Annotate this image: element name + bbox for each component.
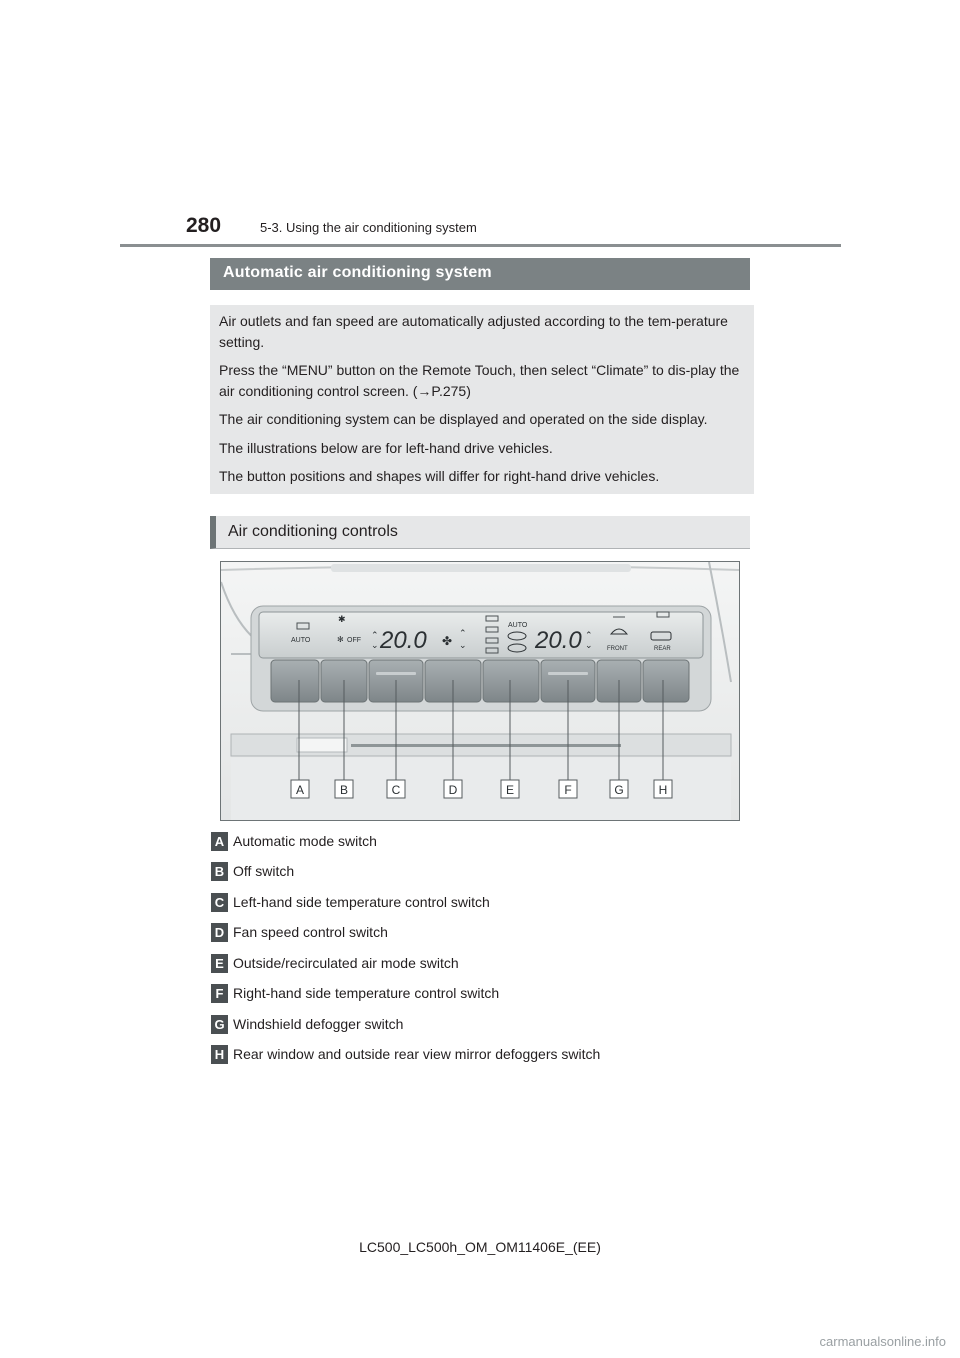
callout-a: A [295, 783, 305, 797]
legend-letter: F [211, 984, 228, 1003]
legend-letter: G [211, 1015, 228, 1034]
watermark: carmanualsonline.info [819, 1334, 946, 1349]
svg-text:⌃: ⌃ [585, 631, 593, 641]
front-defog-label: FRONT [607, 646, 628, 652]
right-temp-readout: 20.0 [535, 627, 582, 654]
callout-f: F [564, 783, 572, 797]
svg-text:⌃: ⌃ [459, 629, 467, 639]
legend-letter: A [211, 832, 228, 851]
legend-text: Outside/recirculated air mode switch [233, 955, 459, 971]
legend-text: Right-hand side temperature control switch [233, 985, 500, 1001]
svg-text:✱: ✱ [338, 615, 346, 625]
legend-text: Fan speed control switch [233, 924, 388, 940]
svg-text:✻: ✻ [337, 635, 344, 644]
sub-heading: Air conditioning controls [228, 523, 398, 540]
legend-letter: C [211, 893, 228, 912]
air-mode-auto-label: AUTO [508, 622, 528, 629]
callout-c: C [391, 783, 401, 797]
legend-letter: B [211, 862, 228, 881]
header-divider [120, 244, 841, 247]
intro-box [210, 305, 754, 494]
callout-e: E [505, 783, 515, 797]
ac-panel-illustration [220, 561, 740, 821]
callout-b: B [339, 783, 349, 797]
legend-letter: H [211, 1045, 228, 1064]
main-heading-bar [210, 258, 750, 290]
section-title: 5-3. Using the air conditioning system [260, 220, 477, 235]
svg-text:⌄: ⌄ [371, 641, 379, 651]
legend-letter: E [211, 954, 228, 973]
svg-text:✤: ✤ [442, 634, 453, 648]
intro-paragraph: The button positions and shapes will differ for right-hand drive vehicles. [219, 468, 660, 484]
legend-text: Rear window and outside rear view mirror defoggers switch [233, 1046, 601, 1062]
callout-h: H [658, 783, 668, 797]
legend-text: Windshield defogger switch [233, 1016, 404, 1032]
auto-indicator-label: AUTO [291, 637, 311, 644]
legend-text: Automatic mode switch [233, 833, 377, 849]
legend-text: Off switch [233, 863, 295, 879]
rear-defog-label: REAR [654, 646, 671, 652]
legend-text: Left-hand side temperature control switch [233, 894, 490, 910]
svg-text:⌄: ⌄ [459, 641, 467, 651]
page-number: 280 [186, 214, 222, 237]
callout-g: G [614, 783, 624, 797]
sub-heading-bar [210, 516, 750, 549]
footer-doc-id: LC500_LC500h_OM_OM11406E_(EE) [359, 1239, 601, 1255]
off-indicator-label: OFF [347, 637, 361, 644]
intro-paragraph: Air outlets and fan speed are automatically adjusted according to the tem-perature setting. [219, 313, 728, 350]
intro-paragraph: Press the “MENU” button on the Remote Touch, then select “Climate” to dis-play the air conditioning control screen. (→P.275) [219, 362, 740, 399]
callout-d: D [448, 783, 458, 797]
intro-paragraph: The air conditioning system can be displayed and operated on the side display. [219, 411, 708, 427]
ac-panel-drawing [221, 562, 740, 821]
svg-text:⌃: ⌃ [371, 631, 379, 641]
left-temp-readout: 20.0 [380, 627, 427, 654]
main-heading: Automatic air conditioning system [223, 264, 492, 281]
svg-text:⌄: ⌄ [585, 641, 593, 651]
intro-paragraph: The illustrations below are for left-hand drive vehicles. [219, 440, 553, 456]
legend-letter: D [211, 923, 228, 942]
